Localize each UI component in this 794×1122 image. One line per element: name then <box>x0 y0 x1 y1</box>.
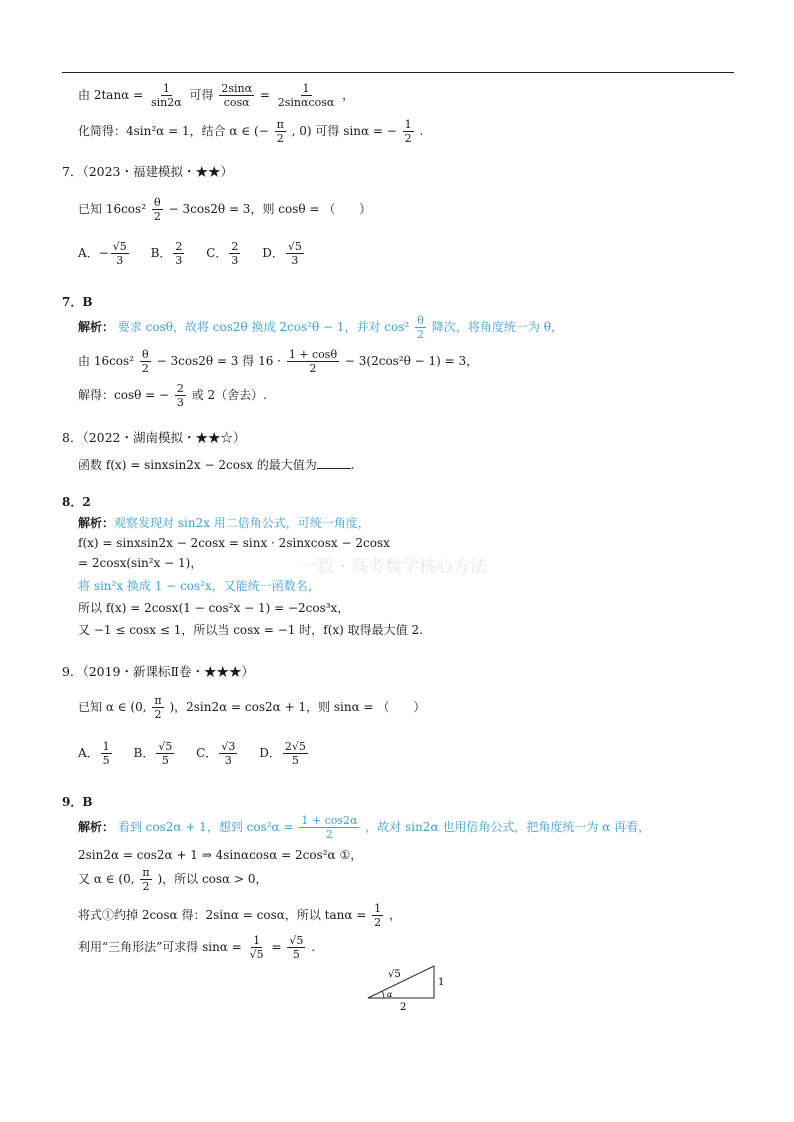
fraction: $\frac{\theta}{2}$ <box>417 314 425 341</box>
option-c[interactable]: C． $\frac{√3}{3}$ <box>196 740 236 767</box>
question-9-stem: 已知 α ∈ (0, $\frac{\pi}{2}$ )，2sin2α = cos2α + 1，则 sinα = （ ） <box>78 694 426 721</box>
question-9-explanation-5: 利用“三角形法”可求得 sinα = $\frac{1}{√5}$ = $\frac{√5}{5}$ . <box>78 934 316 961</box>
question-9-answer: 9．B <box>62 795 93 809</box>
triangle-figure <box>360 960 460 1014</box>
option-a[interactable]: A． $\frac{1}{5}$ <box>78 740 110 767</box>
question-7-explanation-1 <box>78 314 563 341</box>
explanation-label: 解析： <box>78 320 115 334</box>
question-8-explanation-1 <box>78 515 370 531</box>
question-8-explanation-6: 又 −1 ≤ cosx ≤ 1，所以当 cosx = −1 时，f(x) 取得最大值 2. <box>78 623 423 637</box>
question-8-explanation-5: 所以 f(x) = 2cosx(1 − cos²x − 1) = −2cos³x， <box>78 601 350 615</box>
question-7-stem <box>78 196 371 223</box>
text: = <box>259 88 270 102</box>
question-9-explanation-3: 又 α ∈ (0, $\frac{\pi}{2}$ )，所以 cosα > 0， <box>78 866 268 893</box>
top-line-2 <box>78 118 423 145</box>
option-d[interactable]: D． $\frac{2√5}{5}$ <box>259 740 306 767</box>
question-9-explanation-4: 将式①约掉 2cosα 得：2sinα = cosα，所以 tanα = $\frac{1}{2}$ ， <box>78 902 401 929</box>
question-9-options <box>78 740 326 767</box>
question-8-header: 8．（2022・湖南模拟・★★☆） <box>62 430 246 445</box>
option-b[interactable]: B． $\frac{√5}{5}$ <box>133 740 173 767</box>
question-7-explanation-3: 解得：cosθ = − $\frac{2}{3}$ 或 2（舍去）. <box>78 382 267 409</box>
question-8-explanation-2: f(x) = sinxsin2x − 2cosx = sinx · 2sinxcosx − 2cosx <box>78 536 390 550</box>
question-8-explanation-3: = 2cosx(sin²x − 1)， <box>78 556 203 570</box>
fraction: $\frac{1}{\sin 2\alpha}$ <box>150 82 182 109</box>
question-8-explanation-4: 将 sin²x 换成 1 − cos²x，又能统一函数名， <box>78 579 320 593</box>
text: 已知 16cos² <box>78 202 146 216</box>
triangle-shape <box>368 966 434 998</box>
text: 化简得：4sin²α = 1，结合 α ∈ (− <box>78 124 269 138</box>
hint-text: 要求 cosθ，故将 cos2θ 换成 2cos²θ − 1，并对 cos² <box>117 320 410 334</box>
text: 函数 f(x) = sinxsin2x − 2cosx 的最大值为 <box>78 458 317 472</box>
side-label: 1 <box>438 977 445 988</box>
question-8-answer: 8．2 <box>62 495 91 509</box>
question-9-explanation-1: 解析： 看到 cos2α + 1，想到 cos²α = $\frac{1 + \cos 2\alpha}{2}$ ，故对 sin2α 也用倍角公式，把角度统一为 α 再看， <box>78 814 651 841</box>
question-8-stem: 函数 f(x) = sinxsin2x − 2cosx 的最大值为 . <box>78 458 355 472</box>
text: 2tanα = <box>93 88 144 102</box>
explanation-label: 解析： <box>78 820 115 834</box>
text: . <box>419 124 424 138</box>
fraction: $\frac{2\sin\alpha}{\cos\alpha}$ <box>221 82 253 109</box>
hypotenuse-label: √5 <box>388 969 401 980</box>
explanation-label: 解析： <box>78 516 115 530</box>
question-9-header: 9．（2019・新课标Ⅱ卷・★★★） <box>62 664 255 679</box>
question-7-explanation-2: 由 16cos² $\frac{\theta}{2}$ − 3cos2θ = 3 得 16 · $\frac{1 + \cos\theta}{2}$ − 3(2cos²θ − 1) = 3， <box>78 348 479 375</box>
fraction: $\frac{\theta}{2}$ <box>153 196 161 223</box>
text: ， <box>342 88 355 102</box>
angle-label: α <box>387 990 393 999</box>
text: , 0) 可得 sinα = − <box>291 124 397 138</box>
top-line-1 <box>78 82 354 109</box>
hint-text: 降次，将角度统一为 θ， <box>431 320 563 334</box>
angle-arc <box>382 991 384 998</box>
question-9-explanation-2: 2sin2α = cos2α + 1 ⇒ 4sinαcosα = 2cos²α ①， <box>78 848 363 862</box>
option-d[interactable]: D． $\frac{√5}{3}$ <box>262 240 302 267</box>
text: 可得 <box>189 88 214 102</box>
fraction: $\frac{1}{2\sin\alpha\cos\alpha}$ <box>277 82 335 109</box>
fraction: $\frac{1}{2}$ <box>404 118 412 145</box>
text: − 3cos2θ = 3，则 cosθ = （ ） <box>168 202 372 216</box>
answer-blank[interactable] <box>317 457 351 469</box>
option-c[interactable]: C． $\frac{2}{3}$ <box>206 240 239 267</box>
fraction: $\frac{\pi}{2}$ <box>276 118 284 145</box>
question-7-options <box>78 240 322 267</box>
question-7-header: 7．（2023・福建模拟・★★） <box>62 164 234 179</box>
header-rule <box>62 72 734 73</box>
option-b[interactable]: B． $\frac{2}{3}$ <box>150 240 183 267</box>
option-a[interactable]: A．− $\frac{√5}{3}$ <box>78 240 127 267</box>
text: 由 <box>78 88 91 102</box>
hint-text: 观察发现对 sin2x 用二倍角公式，可统一角度， <box>114 516 370 530</box>
base-label: 2 <box>400 1002 407 1013</box>
watermark: 一数・高考数学核心方法 <box>300 557 487 577</box>
question-7-answer: 7．B <box>62 295 93 309</box>
